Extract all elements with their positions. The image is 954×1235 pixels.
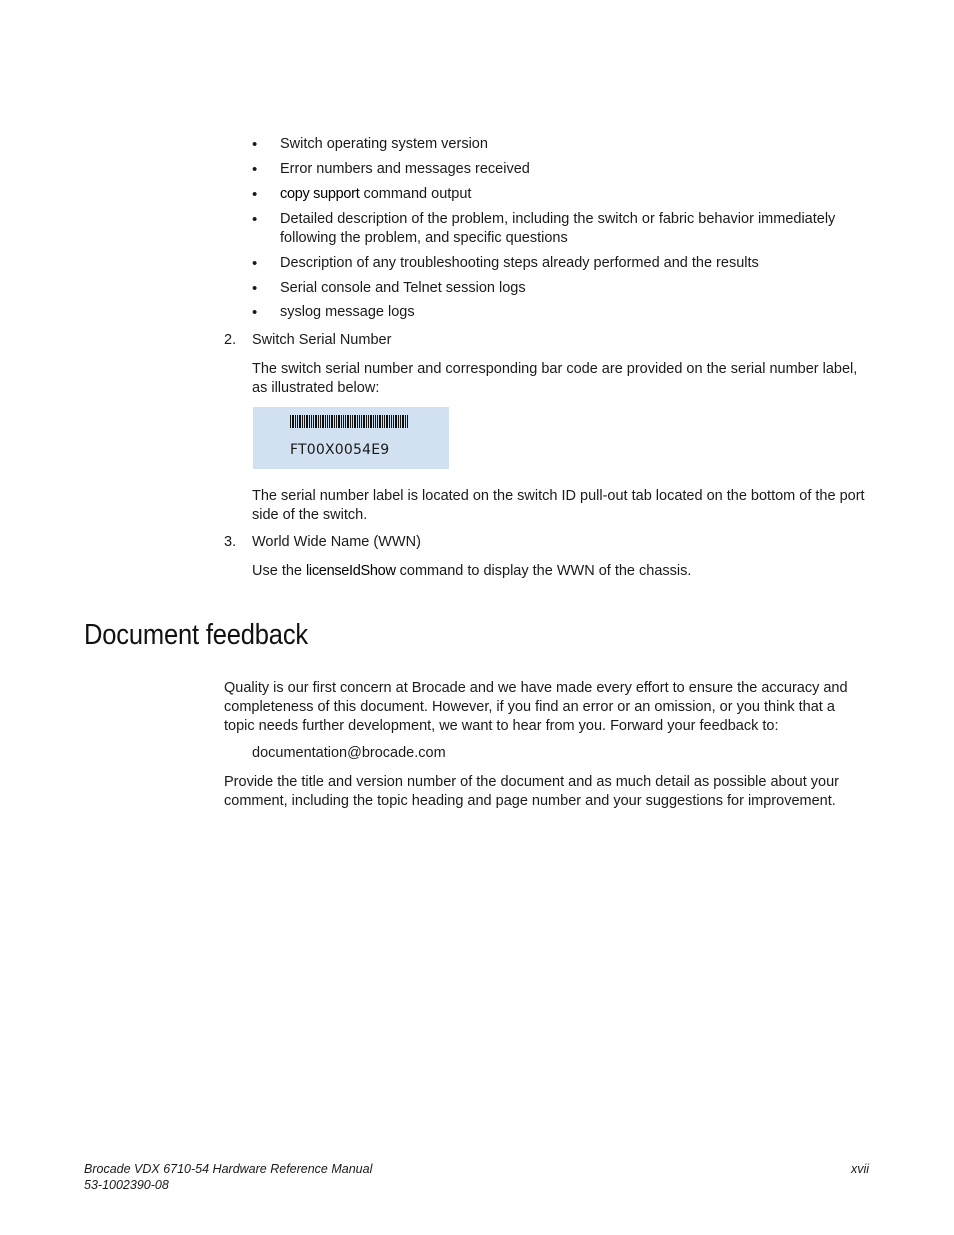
- paragraph: The serial number label is located on the switch ID pull-out tab located on the bottom of the port side of the switch.: [252, 488, 865, 523]
- list-item-text: syslog message logs: [280, 304, 415, 320]
- bullet-icon: •: [252, 186, 258, 203]
- list-item-text: Description of any troubleshooting steps already performed and the results: [280, 255, 759, 271]
- bullet-icon: •: [252, 280, 258, 297]
- paragraph: Quality is our first concern at Brocade and we have made every effort to ensure the accuracy and completeness of this document. However, if you find an error or an omission, or you think that a topic needs further development, we want to hear from you. Forward your feedback to:: [224, 680, 848, 734]
- barcode-icon: [290, 415, 408, 428]
- serial-number: FT00X0054E9: [290, 442, 390, 458]
- footer-title: Brocade VDX 6710-54 Hardware Reference Manual: [84, 1162, 373, 1176]
- list-item-text: [280, 185, 872, 204]
- command-name: licenseIdShow: [306, 563, 396, 579]
- item-title: Switch Serial Number: [252, 332, 392, 348]
- paragraph-text: command to display the WWN of the chassis.: [399, 563, 692, 579]
- command-name: copy support: [280, 186, 360, 202]
- item-title: World Wide Name (WWN): [252, 534, 421, 550]
- list-item-text: Serial console and Telnet session logs: [280, 280, 526, 296]
- list-item-text: Error numbers and messages received: [280, 161, 530, 177]
- bullet-icon: •: [252, 211, 258, 228]
- feedback-email: documentation@brocade.com: [252, 745, 446, 761]
- item-number: 3.: [224, 534, 237, 550]
- paragraph-text: Use the: [252, 563, 302, 579]
- paragraph: The switch serial number and corresponding bar code are provided on the serial number label, as illustrated below:: [252, 361, 858, 396]
- bullet-icon: •: [252, 161, 258, 178]
- serial-number-label: [253, 407, 449, 469]
- paragraph: Provide the title and version number of the document and as much detail as possible about your comment, including the topic heading and page number and your suggestions for improvement.: [224, 774, 840, 809]
- list-item-tail: command output: [363, 186, 472, 202]
- paragraph: [252, 562, 872, 581]
- bullet-icon: •: [252, 136, 258, 153]
- bullet-icon: •: [252, 255, 258, 272]
- footer-docnum: 53-1002390-08: [84, 1178, 169, 1192]
- list-item-text: Switch operating system version: [280, 136, 488, 152]
- item-number: 2.: [224, 332, 237, 348]
- list-item-text: Detailed description of the problem, including the switch or fabric behavior immediately following the problem, and specific questions: [280, 211, 836, 246]
- bullet-icon: •: [252, 304, 258, 321]
- page-number: xvii: [851, 1162, 870, 1176]
- section-heading: Document feedback: [84, 619, 308, 651]
